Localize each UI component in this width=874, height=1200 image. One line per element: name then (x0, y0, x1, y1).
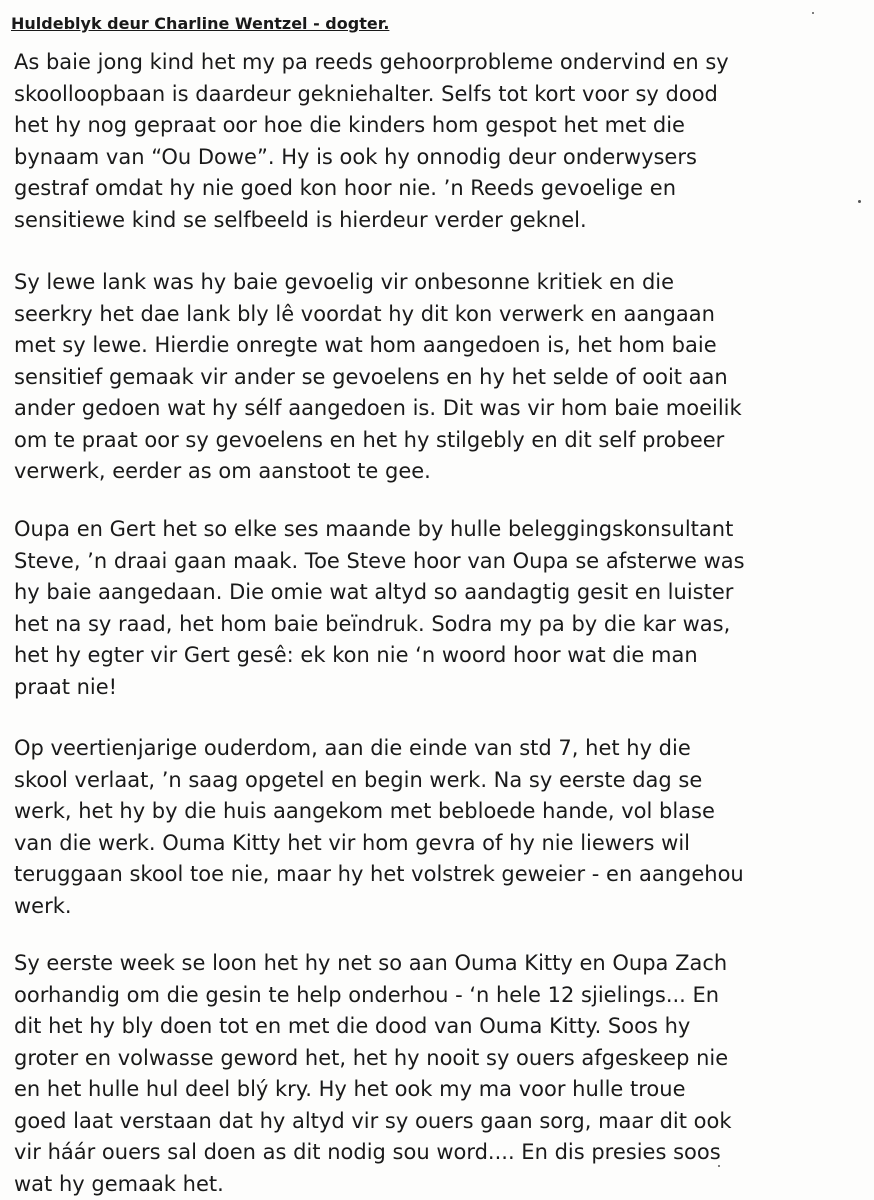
text-line: van die werk. Ouma Kitty het vir hom gevra of hy nie liewers wil (14, 830, 690, 855)
text-line: sensitief gemaak vir ander se gevoelens en hy het selde of ooit aan (14, 364, 728, 389)
paragraph-2 (14, 267, 864, 488)
text-line: vir háár ouers sal doen as dit nodig sou word.... En dis presies soos (14, 1140, 721, 1164)
text-line: groter en volwasse geword het, het hy nooit sy ouers afgeskeep nie (14, 1045, 729, 1070)
text-line: Steve, ’n draai gaan maak. Toe Steve hoor van Oupa se afsterwe was (14, 548, 745, 573)
paragraph-3 (14, 514, 864, 703)
text-line: en het hulle hul deel blý kry. Hy het ook my ma voor hulle troue (14, 1077, 686, 1101)
text-line: dit het hy bly doen tot en met die dood van Ouma Kitty. Soos hy (14, 1014, 691, 1038)
text-line: As baie jong kind het my pa reeds gehoorprobleme ondervind en sy (14, 50, 729, 74)
text-line: praat nie! (14, 674, 118, 699)
text-line: Oupa en Gert het so elke ses maande by hulle beleggingskonsultant (14, 517, 734, 541)
text-line: ander gedoen wat hy sélf aangedoen is. Dit was vir hom baie moeilik (14, 396, 742, 420)
text-line: het na sy raad, het hom baie beïndruk. Sodra my pa by die kar was, (14, 611, 731, 636)
paragraph-1 (14, 47, 864, 236)
document-title: Huldeblyk deur Charline Wentzel - dogter. (11, 14, 390, 33)
text-line: het hy nog gepraat oor hoe die kinders hom gespot het met die (14, 113, 685, 137)
text-line: om te praat oor sy gevoelens en het hy stilgebly en dit self probeer (14, 427, 725, 452)
text-line: goed laat verstaan dat hy altyd vir sy ouers gaan sorg, maar dit ook (14, 1108, 732, 1133)
text-line: wat hy gemaak het. (14, 1171, 224, 1196)
scan-speck (718, 1165, 720, 1167)
text-line: Op veertienjarige ouderdom, aan die einde van std 7, het hy die (14, 736, 691, 760)
text-line: Sy lewe lank was hy baie gevoelig vir onbesonne kritiek en die (14, 270, 675, 294)
text-line: gestraf omdat hy nie goed kon hoor nie. ’n Reeds gevoelige en (14, 176, 677, 200)
text-line: Sy eerste week se loon het hy net so aan Ouma Kitty en Oupa Zach (14, 951, 728, 975)
text-line: oorhandig om die gesin te help onderhou - ‘n hele 12 sjielings... En (14, 982, 720, 1007)
scan-speck (812, 12, 814, 14)
scan-speck (858, 200, 861, 203)
text-line: het hy egter vir Gert gesê: ek kon nie ‘n woord hoor wat die man (14, 643, 698, 667)
text-line: sensitiewe kind se selfbeeld is hierdeur verder geknel. (14, 207, 587, 232)
text-line: teruggaan skool toe nie, maar hy het volstrek geweier - en aangehou (14, 862, 744, 886)
text-line: verwerk, eerder as om aanstoot te gee. (14, 459, 431, 483)
text-line: hy baie aangedaan. Die omie wat altyd so aandagtig gesit en luister (14, 580, 734, 604)
paragraph-4 (14, 733, 864, 922)
text-line: seerkry het dae lank bly lê voordat hy dit kon verwerk en aangaan (14, 301, 715, 326)
text-line: skool verlaat, ’n saag opgetel en begin werk. Na sy eerste dag se (14, 767, 703, 792)
text-line: werk, het hy by die huis aangekom met bebloede hande, vol blase (14, 799, 715, 823)
text-line: bynaam van “Ou Dowe”. Hy is ook hy onnodig deur onderwysers (14, 144, 697, 169)
text-line: werk. (14, 893, 72, 918)
text-line: skoolloopbaan is daardeur gekniehalter. Selfs tot kort voor sy dood (14, 81, 718, 106)
paragraph-5 (14, 948, 864, 1200)
text-line: met sy lewe. Hierdie onregte wat hom aangedoen is, het hom baie (14, 333, 717, 357)
